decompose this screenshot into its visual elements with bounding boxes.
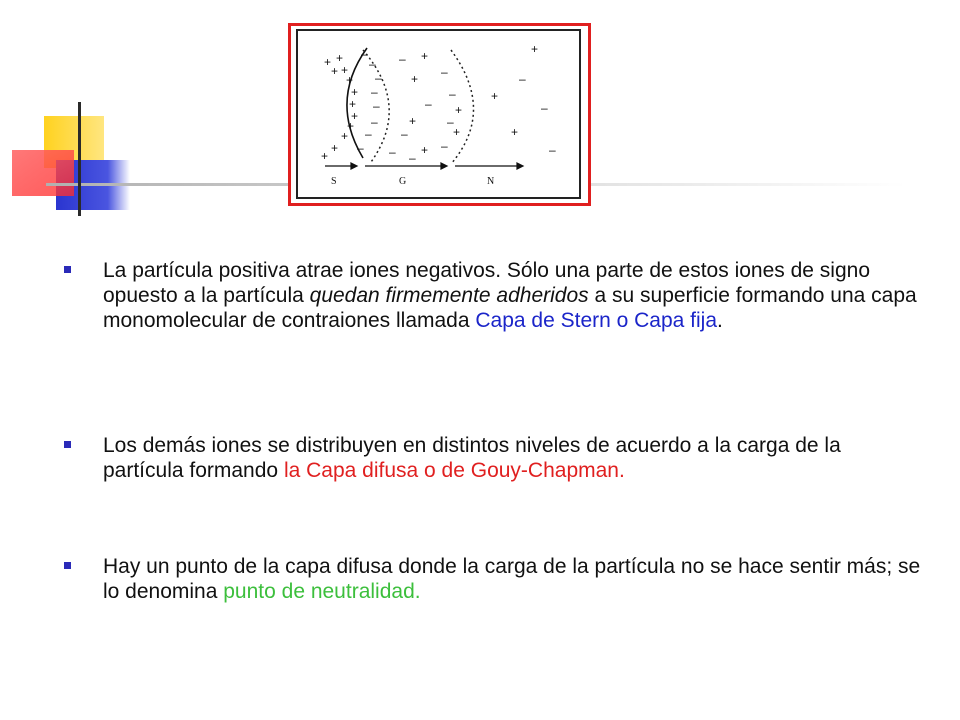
svg-text:+: +: [455, 103, 463, 117]
svg-text:–: –: [371, 115, 378, 129]
svg-text:+: +: [491, 89, 499, 103]
gouy-text-part1: Los demás iones se distribuyen en distintos niveles de acuerdo a la carga de la partícula formando: [103, 434, 841, 482]
neutral-text-part1: Hay un punto de la capa difusa donde la carga de la partícula no se hace sentir más; se lo denomina: [103, 555, 921, 603]
bullet-marker: [64, 441, 71, 448]
svg-text:+: +: [409, 114, 417, 128]
bullet-marker: [64, 266, 71, 273]
stern-layer-term: Capa de Stern o Capa fija: [475, 309, 718, 332]
label-g: G: [399, 176, 407, 187]
stern-text-emphasis: quedan firmemente adheridos: [309, 284, 589, 307]
gouy-layer-term: la Capa difusa o de Gouy-Chapman.: [283, 459, 625, 482]
svg-text:–: –: [425, 97, 432, 111]
svg-text:–: –: [373, 99, 380, 113]
svg-text:+: +: [351, 109, 359, 123]
svg-text:+: +: [341, 63, 349, 77]
svg-text:–: –: [441, 65, 448, 79]
svg-text:–: –: [541, 101, 548, 115]
svg-text:–: –: [519, 72, 526, 86]
svg-text:–: –: [361, 47, 368, 61]
svg-text:–: –: [401, 127, 408, 141]
svg-text:–: –: [389, 145, 396, 159]
svg-text:+: +: [351, 85, 359, 99]
svg-text:–: –: [399, 52, 406, 66]
svg-text:+: +: [453, 125, 461, 139]
bullet-neutral-text: [103, 554, 923, 604]
svg-text:+: +: [346, 73, 354, 87]
svg-text:–: –: [449, 87, 456, 101]
svg-text:–: –: [375, 71, 382, 85]
svg-text:+: +: [321, 149, 329, 163]
svg-text:–: –: [409, 151, 416, 165]
svg-text:+: +: [347, 119, 355, 133]
stern-text-part1: La partícula positiva atrae iones negativos. Sólo una parte de estos iones de signo opuesto a la partícula: [103, 259, 871, 307]
svg-text:+: +: [324, 55, 332, 69]
accent-vertical-rule: [78, 102, 81, 216]
double-layer-diagram: [291, 26, 588, 203]
stern-text-part2: a su superficie formando una capa monomolecular de contraiones llamada: [103, 284, 917, 332]
svg-text:+: +: [331, 141, 339, 155]
svg-text:+: +: [336, 51, 344, 65]
svg-text:+: +: [331, 64, 339, 78]
svg-text:–: –: [549, 143, 556, 157]
neutral-point-term: punto de neutralidad.: [223, 580, 421, 603]
svg-text:+: +: [511, 125, 519, 139]
svg-text:+: +: [411, 72, 419, 86]
label-n: N: [487, 176, 495, 187]
bullet-marker: [64, 562, 71, 569]
svg-text:–: –: [447, 115, 454, 129]
svg-text:–: –: [369, 57, 376, 71]
accent-red-square: [12, 150, 74, 196]
svg-text:–: –: [365, 127, 372, 141]
svg-text:+: +: [341, 129, 349, 143]
double-layer-figure: [288, 23, 591, 206]
svg-text:–: –: [357, 141, 364, 155]
svg-text:–: –: [441, 139, 448, 153]
svg-text:+: +: [531, 42, 539, 56]
svg-text:–: –: [371, 85, 378, 99]
svg-text:+: +: [421, 143, 429, 157]
label-s: S: [331, 176, 337, 187]
stern-text-end: .: [717, 309, 723, 332]
bullet-stern-text: [103, 258, 923, 333]
bullet-gouy-text: [103, 433, 923, 483]
svg-text:+: +: [421, 49, 429, 63]
svg-text:+: +: [349, 97, 357, 111]
